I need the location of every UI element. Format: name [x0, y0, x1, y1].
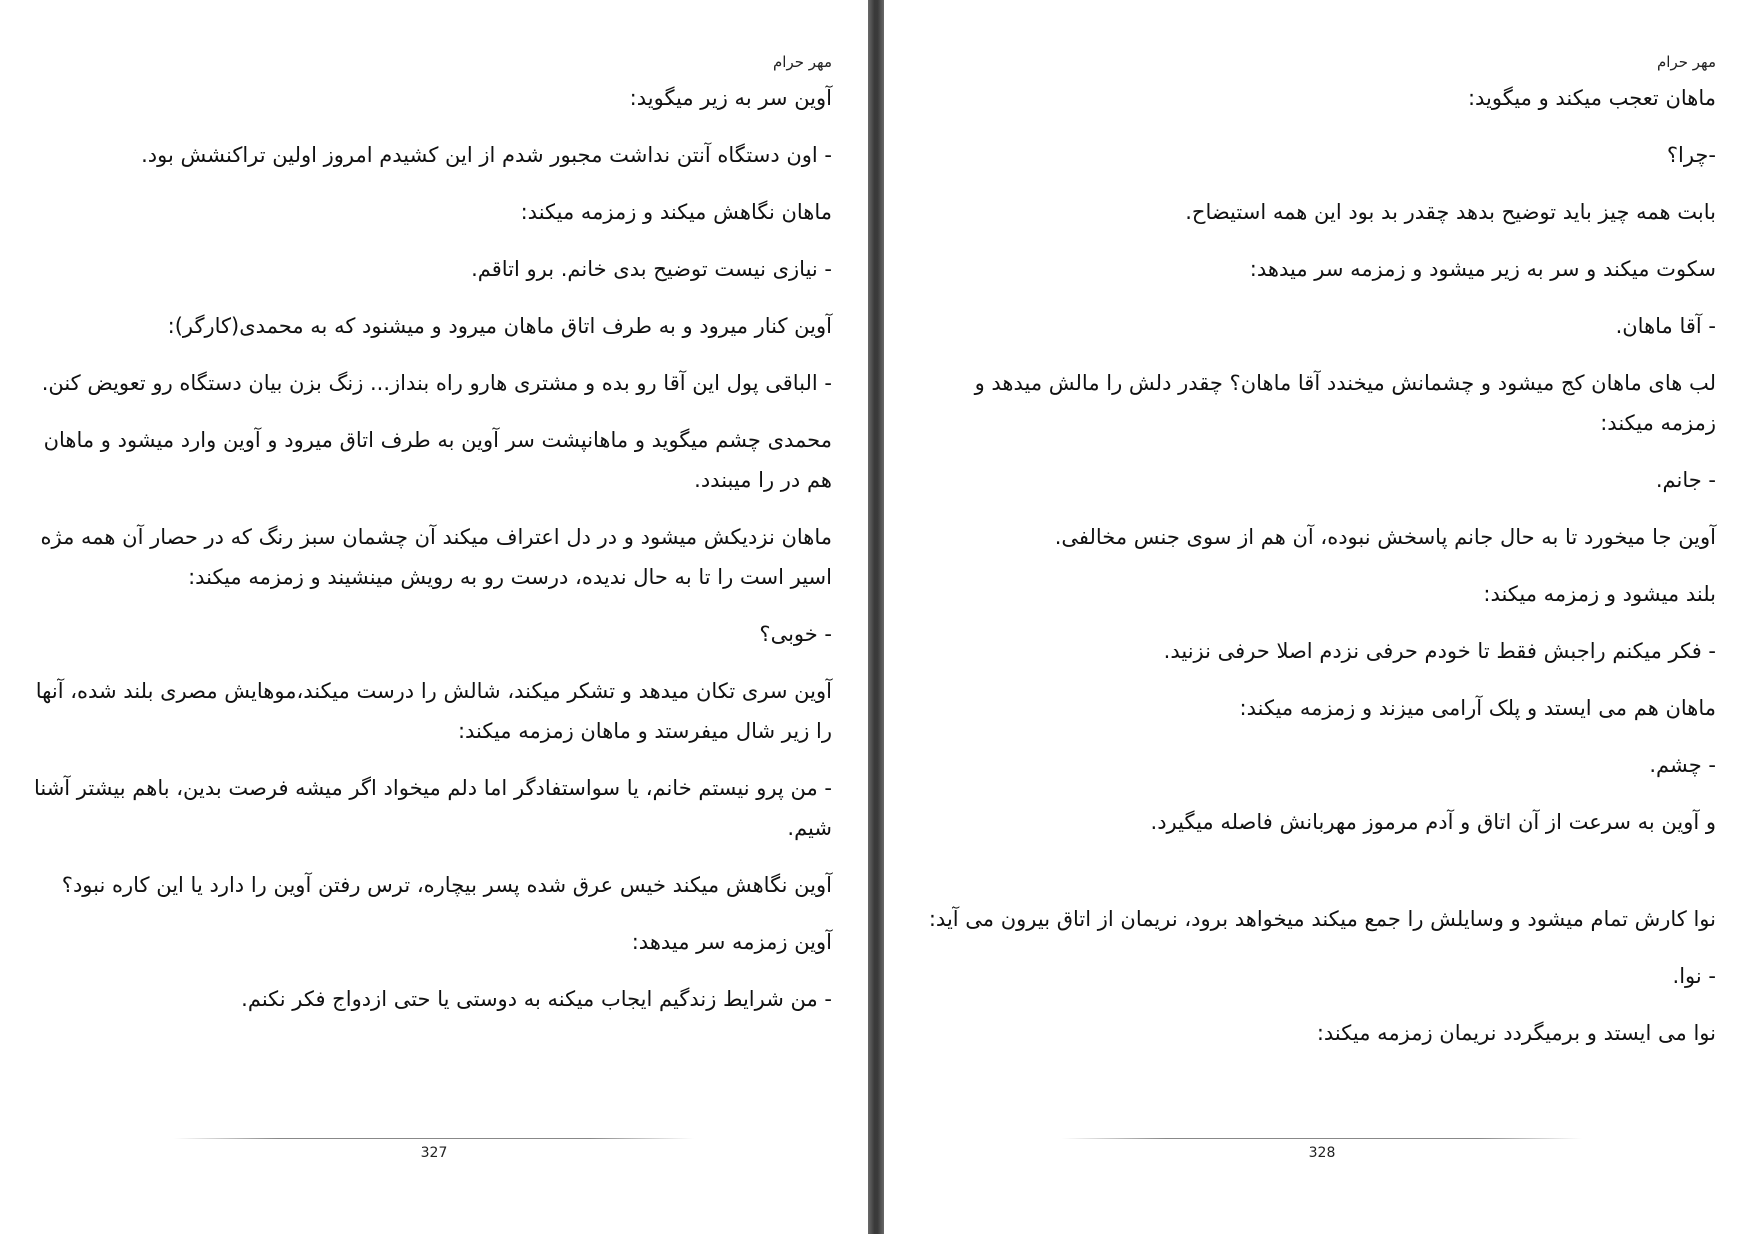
paragraph: بابت همه چیز باید توضیح بدهد چقدر بد بود این همه استیضاح. — [1185, 200, 1716, 224]
paragraph: - من شرایط زندگیم ایجاب میکنه به دوستی یا حتی ازدواج فکر نکنم. — [241, 987, 832, 1011]
paragraph: - جانم. — [1655, 468, 1716, 492]
paragraph: آوین سری تکان میدهد و تشکر میکند، شالش را درست میکند،موهایش مصری بلند شده، آنها را زیر شال میفرستد و ماهان زمزمه میکند: — [35, 679, 832, 743]
paragraph: بلند میشود و زمزمه میکند: — [1483, 582, 1716, 606]
paragraph: نوا کارش تمام میشود و وسایلش را جمع میکند میخواهد برود، نریمان از اتاق بیرون می آید: — [928, 907, 1716, 931]
book-gutter — [868, 0, 884, 1234]
page-body — [30, 78, 832, 1036]
paragraph: - نیازی نیست توضیح بدی خانم. برو اتاقم. — [471, 257, 832, 281]
footer-divider — [1062, 1138, 1582, 1139]
paragraph: آوین زمزمه سر میدهد: — [631, 930, 832, 954]
paragraph: ماهان نزدیکش میشود و در دل اعتراف میکند آن چشمان سبز رنگ که در حصار آن همه مژه اسیر است را تا به حال ندیده، درست رو به رویش مینشیند و زمزمه میکند: — [40, 525, 832, 589]
paragraph: و آوین به سرعت از آن اتاق و آدم مرموز مهربانش فاصله میگیرد. — [1150, 810, 1716, 834]
paragraph: آوین سر به زیر میگوید: — [629, 86, 832, 110]
paragraph: ماهان تعجب میکند و میگوید: — [1467, 86, 1716, 110]
paragraph: - الباقی پول این آقا رو بده و مشتری هارو راه بنداز... زنگ بزن بیان دستگاه رو تعویض کنن. — [41, 371, 832, 395]
running-head: مهر حرام — [1657, 53, 1716, 71]
paragraph: - من پرو نیستم خانم، یا سواستفادگر اما دلم میخواد اگر میشه فرصت بدین، باهم بیشتر آشنا شیم. — [33, 776, 832, 840]
right-page — [884, 0, 1756, 1234]
paragraph: آوین جا میخورد تا به حال جانم پاسخش نبوده، آن هم از سوی جنس مخالفی. — [1054, 525, 1716, 549]
paragraph: - فکر میکنم راجبش فقط تا خودم حرفی نزدم اصلا حرفی نزنید. — [1163, 639, 1716, 663]
paragraph: محمدی چشم میگوید و ماهانپشت سر آوین به طرف اتاق میرود و آوین وارد میشود و ماهان هم در را میبندد. — [43, 428, 832, 492]
paragraph: - چشم. — [1649, 753, 1716, 777]
paragraph: سکوت میکند و سر به زیر میشود و زمزمه سر میدهد: — [1249, 257, 1716, 281]
page-number: 328 — [1308, 1145, 1336, 1161]
paragraph: ماهان نگاهش میکند و زمزمه میکند: — [520, 200, 832, 224]
page-body — [918, 78, 1716, 1070]
paragraph: آوین نگاهش میکند خیس عرق شده پسر بیچاره، ترس رفتن آوین را دارد یا این کاره نبود؟ — [61, 873, 832, 897]
paragraph: لب های ماهان کج میشود و چشمانش میخندد آقا ماهان؟ چقدر دلش را مالش میدهد و زمزمه میکند: — [974, 371, 1716, 435]
left-page — [0, 0, 868, 1234]
paragraph: ماهان هم می ایستد و پلک آرامی میزند و زمزمه میکند: — [1239, 696, 1716, 720]
footer-divider — [174, 1138, 694, 1139]
running-head: مهر حرام — [773, 53, 832, 71]
paragraph: - اون دستگاه آنتن نداشت مجبور شدم از این کشیدم امروز اولین تراکنشش بود. — [141, 143, 832, 167]
paragraph: - آقا ماهان. — [1615, 314, 1716, 338]
page-number: 327 — [420, 1145, 448, 1161]
paragraph: - خوبی؟ — [759, 622, 832, 646]
paragraph: نوا می ایستد و برمیگردد نریمان زمزمه میکند: — [1316, 1021, 1716, 1045]
paragraph: -چرا؟ — [1666, 143, 1716, 167]
paragraph: - نوا. — [1672, 964, 1716, 988]
paragraph: آوین کنار میرود و به طرف اتاق ماهان میرود و میشنود که به محمدی(کارگر): — [167, 314, 832, 338]
